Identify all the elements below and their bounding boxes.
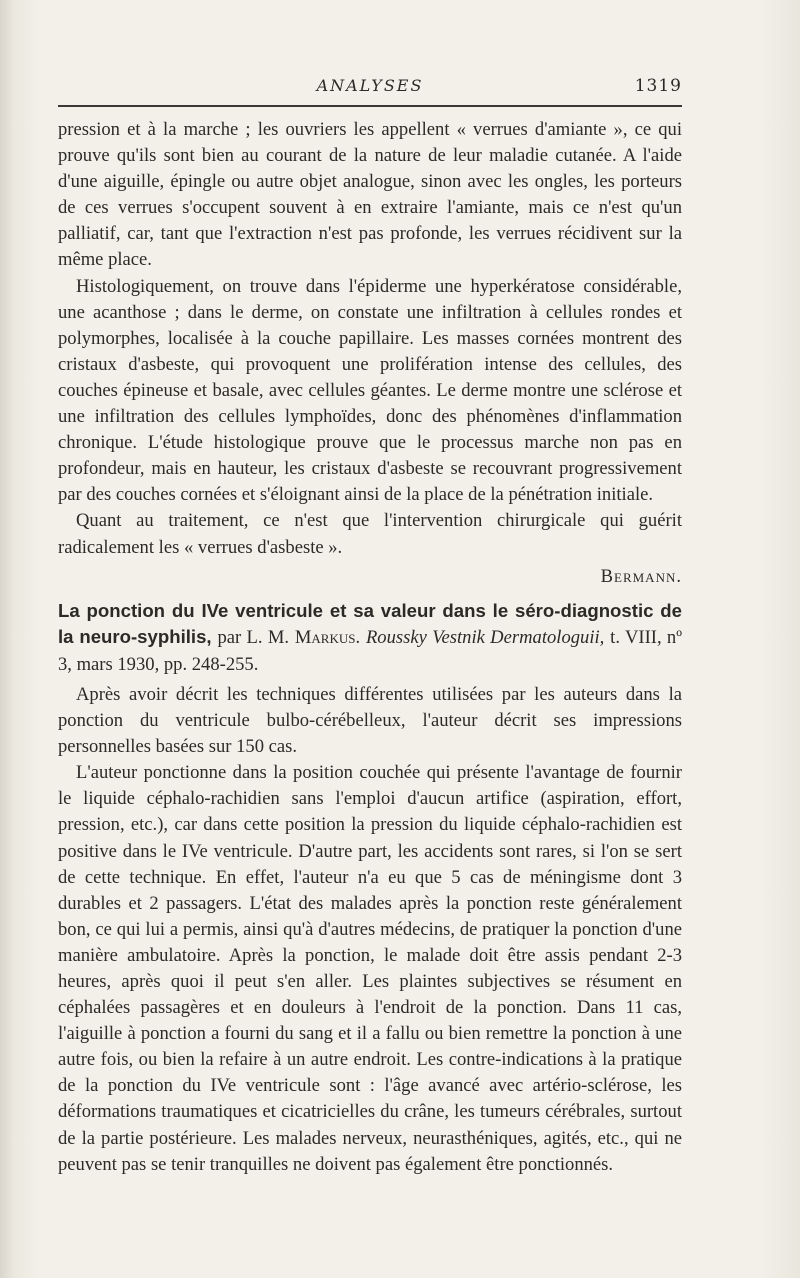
page-body [58,117,682,1178]
review-paragraph-2: Histologiquement, on trouve dans l'épiderme une hyperkératose considérable, une acanthose ; dans le derme, on constate une infiltration à cellules rondes et polymorphes, localisée à la couche papillaire. Les masses cornées montrent des cristaux d'asbeste, qui provoquent une prolifération intense des cellules, des couches épineuse et basale, avec cellules géantes. Le derme montre une sclérose et une infiltration des cellules lymphoïdes, donc des phénomènes d'inflammation chronique. L'étude histologique prouve que le processus marche non pas en profondeur, mais en hauteur, les cristaux d'asbeste se recouvrant progressivement par des couches cornées et s'éloignant ainsi de la place de la pénétration initiale. [58,275,682,506]
article-author-prefix: par L. M. [217,626,290,648]
article-paragraph-1: Après avoir décrit les techniques différentes utilisées par les auteurs dans la ponction du ventricule bulbo-cérébelleux, l'auteur décrit ses impressions personnelles basées sur 150 cas. [58,683,682,758]
page-number: 1319 [634,76,682,96]
running-head: ANALYSES [316,76,424,95]
article-body [58,682,682,1178]
article-title: La ponction du IVe ventricule et sa valeur dans le séro-diagnostic de la neuro-syphilis, [58,599,682,647]
review-paragraph-1: pression et à la marche ; les ouvriers les appellent « verrues d'amiante », ce qui prouve qu'ils sont bien au courant de la nature de leur maladie cutanée. A l'aide d'une aiguille, épingle ou autre objet analogue, sinon avec les ongles, les porteurs de ces verrues s'occupent souvent à en extraire l'amiante, mais ce n'est qu'un palliatif, car, tant que l'extraction n'est pas profonde, les verrues récidivent sur la même place. [58,119,682,271]
article-citation: t. VIII, nº 3, mars 1930, pp. 248-255. [58,626,682,675]
article-heading [58,598,682,678]
article-author: Markus. [294,626,361,648]
previous-review [58,117,682,590]
header-rule [58,105,682,107]
page-header [58,72,682,102]
reviewer-signature: Bermann. [600,565,682,587]
article-journal: Roussky Vestnik Dermatologuii, [365,626,605,648]
article-paragraph-2: L'auteur ponctionne dans la position couchée qui présente l'avantage de fournir le liquide céphalo-rachidien sans l'emploi d'aucun artifice (aspiration, effort, pression, etc.), car dans cette position la pression du liquide céphalo-rachidien est positive dans le IVe ventricule. D'autre part, les accidents sont rares, si l'on se sert de cette technique. En effet, l'auteur n'a eu que 5 cas de méningisme dont 3 durables et 2 passagers. L'état des malades après la ponction reste généralement bon, ce qui lui a permis, ainsi qu'à d'autres médecins, de pratiquer la ponction d'une manière ambulatoire. Après la ponction, le malade doit être assis pendant 2-3 heures, après quoi il peut s'en aller. Les plaintes subjectives se résument en céphalées passagères et en douleurs à l'endroit de la ponction. Dans 11 cas, l'aiguille à ponction a fourni du sang et il a fallu ou bien remettre la ponction à une autre fois, ou bien la refaire à un autre endroit. Les contre-indications à la pratique de la ponction du IVe ventricule sont : l'âge avancé avec artério-sclérose, les déformations traumatiques et cicatricielles du crâne, les tumeurs cérébrales, surtout de la partie postérieure. Les malades nerveux, neurasthéniques, agités, etc., qui ne peuvent pas se tenir tranquilles ne doivent pas également être ponctionnés. [58,762,682,1175]
review-paragraph-3: Quant au traitement, ce n'est que l'intervention chirurgicale qui guérit radicalement les « verrues d'asbeste ». [58,510,682,558]
